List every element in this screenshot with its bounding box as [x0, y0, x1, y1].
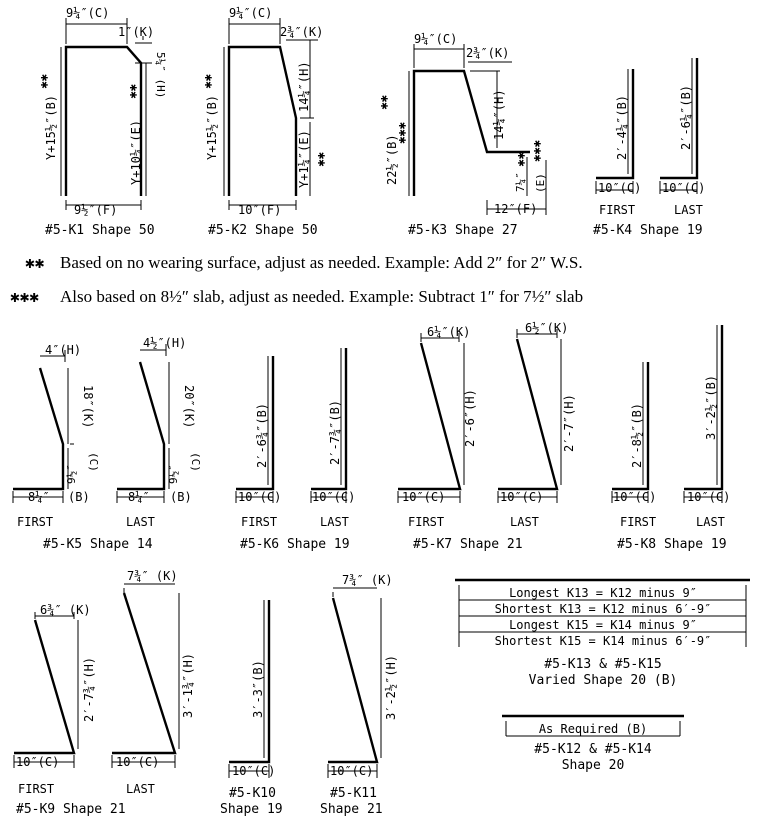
k2-c-dim: 9¼″(C) — [229, 6, 273, 20]
shape-k4 — [593, 58, 705, 238]
k2-e-dim: Y+1¼″(E) — [297, 130, 311, 188]
k5-last-b: 8¼″ — [128, 490, 150, 504]
k6-first-label: FIRST — [241, 515, 278, 529]
k3-title: #5-K3 Shape 27 — [408, 223, 518, 238]
shape-k7 — [398, 321, 576, 552]
k1-title: #5-K1 Shape 50 — [45, 223, 155, 238]
k6-last-label: LAST — [320, 515, 349, 529]
k3-f-dim: 12″(F) — [494, 202, 538, 216]
k7-last-k: 6½″(K) — [525, 321, 569, 335]
k11-title-2: Shape 21 — [320, 802, 383, 817]
shape-k2 — [202, 6, 329, 238]
k11-h-dim: 3′-2½″(H) — [384, 654, 398, 720]
triple-star-symbol: ✱✱✱ — [10, 287, 39, 306]
k5-first-h: 4″(H) — [45, 343, 82, 357]
k8-first-label: FIRST — [620, 515, 657, 529]
k8-first-b: 2′-8½″(B) — [630, 402, 644, 468]
k3-h-dim: 14¼″(H) — [492, 89, 506, 140]
k1-k-dim: 1″(K) — [118, 25, 155, 39]
k5-last-c-label: (C) — [189, 452, 202, 472]
k5-last-b-label: (B) — [170, 490, 192, 504]
shape-k11 — [320, 573, 398, 817]
table-row-1: Longest K13 = K12 minus 9″ — [509, 586, 697, 600]
shape-k3 — [378, 32, 547, 238]
k1-double-mark-2: ✱✱ — [127, 84, 141, 99]
k4-last-c: 10″(C) — [662, 181, 706, 195]
k11-title-1: #5-K11 — [330, 786, 377, 801]
k1-h-dim: 5¼″ (H) — [154, 52, 167, 99]
k4-first-label: FIRST — [599, 203, 636, 217]
k9-last-k: 7¾″ (K) — [127, 569, 178, 583]
table-row-2: Shortest K13 = K12 minus 6′-9″ — [494, 602, 712, 616]
k6-last-c: 10″(C) — [312, 490, 356, 504]
k4-last-b: 2′-6¼″(B) — [679, 84, 693, 150]
k3-e-label: (E) — [534, 173, 547, 193]
table-row-3: Longest K15 = K14 minus 9″ — [509, 618, 697, 632]
k5-last-c: 9½″ — [167, 464, 180, 484]
k10-b-dim: 3′-3″(B) — [251, 660, 265, 718]
notes — [10, 253, 583, 306]
k13-k15-table — [455, 580, 750, 688]
k4-last-label: LAST — [674, 203, 703, 217]
k1-e-dim: Y+10¼″(E) — [129, 119, 143, 185]
k1-b-dim: Y+15½″(B) — [44, 94, 58, 160]
k11-c-dim: 10″(C) — [330, 764, 374, 778]
table-title-2: Varied Shape 20 (B) — [528, 673, 678, 688]
k5-first-label: FIRST — [17, 515, 54, 529]
k3-double-mark-2: ✱✱ — [515, 152, 529, 167]
k3-triple-mark-2: ✱✱✱ — [531, 140, 545, 162]
k1-double-mark: ✱✱ — [38, 74, 52, 89]
k4-first-c: 10″(C) — [598, 181, 642, 195]
k10-title-2: Shape 19 — [220, 802, 283, 817]
k3-k-dim: 2¾″(K) — [466, 46, 510, 60]
k6-first-c: 10″(C) — [238, 490, 282, 504]
k12-title-1: #5-K12 & #5-K14 — [534, 742, 652, 757]
k9-first-h: 2′-7¾″(H) — [82, 656, 96, 722]
table-title-1: #5-K13 & #5-K15 — [544, 657, 662, 672]
k7-last-label: LAST — [510, 515, 539, 529]
k6-title: #5-K6 Shape 19 — [240, 537, 350, 552]
shape-k1 — [38, 6, 167, 238]
k4-first-b: 2′-4¼″(B) — [615, 94, 629, 160]
shape-k5 — [13, 336, 202, 552]
shape-k10 — [220, 600, 283, 817]
k9-last-c: 10″(C) — [116, 755, 160, 769]
k7-first-label: FIRST — [408, 515, 445, 529]
k9-last-h: 3′-1¾″(H) — [181, 652, 195, 718]
k1-f-dim: 9½″(F) — [74, 203, 118, 217]
k2-k-dim: 2¾″(K) — [280, 25, 324, 39]
k5-first-c-label: (C) — [87, 452, 100, 472]
k8-last-b: 3′-2½″(B) — [704, 374, 718, 440]
k8-last-label: LAST — [696, 515, 725, 529]
k1-c-dim: 9¼″(C) — [66, 6, 110, 20]
k5-first-k: 18″(K) — [81, 385, 95, 429]
k10-title-1: #5-K10 — [229, 786, 276, 801]
k8-last-c: 10″(C) — [687, 490, 731, 504]
k7-first-c: 10″(C) — [402, 490, 446, 504]
k4-title: #5-K4 Shape 19 — [593, 223, 703, 238]
k3-c-dim: 9¼″(C) — [414, 32, 458, 46]
k9-first-k: 6¾″ (K) — [40, 603, 91, 617]
double-star-symbol: ✱✱ — [25, 253, 45, 272]
k5-title: #5-K5 Shape 14 — [43, 537, 153, 552]
k7-first-h: 2′-6″(H) — [463, 389, 477, 447]
k3-b-dim: 22½″(B) — [385, 134, 399, 185]
k2-double-mark-2: ✱✱ — [315, 152, 329, 167]
note-wearing-surface: Based on no wearing surface, adjust as needed. Example: Add 2″ for 2″ W.S. — [60, 253, 583, 272]
k5-last-h: 4½″(H) — [143, 336, 187, 350]
k2-b-dim: Y+15½″(B) — [205, 94, 219, 160]
shape-k6 — [236, 348, 355, 552]
k5-first-c: 9½″ — [65, 464, 78, 484]
k3-double-mark: ✱✱ — [378, 95, 392, 110]
k5-last-label: LAST — [126, 515, 155, 529]
k8-first-c: 10″(C) — [613, 490, 657, 504]
k9-last-label: LAST — [126, 782, 155, 796]
k7-first-k: 6¼″(K) — [427, 325, 471, 339]
k2-double-mark: ✱✱ — [202, 74, 216, 89]
k12-k14-block — [502, 716, 684, 773]
k6-first-b: 2′-6¾″(B) — [255, 402, 269, 468]
note-slab: Also based on 8½″ slab, adjust as needed. Example: Subtract 1″ for 7½″ slab — [60, 287, 584, 306]
table-row-4: Shortest K15 = K14 minus 6′-9″ — [494, 634, 712, 648]
k6-last-b: 2′-7¾″(B) — [328, 399, 342, 465]
k7-last-h: 2′-7″(H) — [562, 394, 576, 452]
k9-first-c: 10″(C) — [16, 755, 60, 769]
k2-f-dim: 10″(F) — [238, 203, 282, 217]
k7-title: #5-K7 Shape 21 — [413, 537, 523, 552]
k2-h-dim: 14¼″(H) — [297, 61, 311, 112]
k8-title: #5-K8 Shape 19 — [617, 537, 727, 552]
k3-triple-mark: ✱✱✱ — [396, 122, 410, 144]
k2-title: #5-K2 Shape 50 — [208, 223, 318, 238]
k7-last-c: 10″(C) — [500, 490, 544, 504]
k10-c-dim: 10″(C) — [232, 764, 276, 778]
k5-first-b-label: (B) — [68, 490, 90, 504]
k9-title: #5-K9 Shape 21 — [16, 802, 126, 817]
k3-e-dim: 7¼″ — [514, 172, 527, 192]
k12-label: As Required (B) — [538, 722, 648, 736]
k11-k-dim: 7¾″ (K) — [342, 573, 393, 587]
shape-k9 — [14, 569, 195, 817]
k9-first-label: FIRST — [18, 782, 55, 796]
k5-first-b: 8¼″ — [28, 490, 50, 504]
k12-title-2: Shape 20 — [561, 758, 625, 773]
k5-last-k: 20″(K) — [182, 385, 196, 429]
shape-k8 — [612, 325, 730, 552]
